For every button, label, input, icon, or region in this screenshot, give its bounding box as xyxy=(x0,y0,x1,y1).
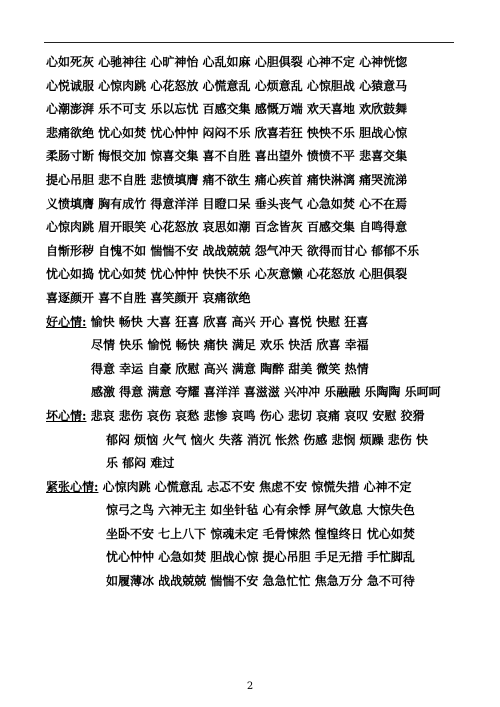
section-bad-mood xyxy=(46,405,460,429)
text-line: 心惊肉跳 眉开眼笑 心花怒放 哀思如潮 百念皆灰 百感交集 自鸣得意 xyxy=(46,220,408,235)
text-line: 悲痛欲绝 忧心如焚 忧心忡忡 闷闷不乐 欣喜若狂 怏怏不乐 胆战心惊 xyxy=(46,125,408,140)
section-nervous-mood xyxy=(46,476,460,500)
text-line: 如履薄冰 战战兢兢 惴惴不安 急急忙忙 焦急万分 急不可待 xyxy=(106,574,415,589)
text-line: 柔肠寸断 悔恨交加 惊喜交集 喜不自胜 喜出望外 愤愤不平 悲喜交集 xyxy=(46,149,408,164)
category-label: 紧张心情: xyxy=(46,479,99,494)
text-line: 心如死灰 心驰神往 心旷神怡 心乱如麻 心胆俱裂 心神不定 心神恍惚 xyxy=(46,55,408,69)
word-list: 愉快 畅快 大喜 狂喜 欣喜 高兴 开心 喜悦 快慰 狂喜 xyxy=(90,314,369,329)
text-line: 心悦诚服 心惊肉跳 心花怒放 心慌意乱 心烦意乱 心惊胆战 心猿意马 xyxy=(46,78,408,93)
text-line: 得意 幸运 自豪 欣慰 高兴 满意 陶醉 甜美 微笑 热情 xyxy=(91,361,369,376)
header-rule xyxy=(44,42,454,43)
page-number: 2 xyxy=(246,681,254,692)
section-good-mood xyxy=(46,311,460,335)
text-line: 尽情 快乐 愉悦 畅快 痛快 满足 欢乐 快活 欣喜 幸福 xyxy=(91,338,369,353)
text-line: 坐卧不安 七上八下 惊魂未定 毛骨悚然 惶惶终日 忧心如焚 xyxy=(106,526,415,541)
text-line: 郁闷 烦恼 火气 恼火 失落 消沉 怅然 伤感 悲悯 烦躁 悲伤 快 xyxy=(106,432,428,447)
word-list: 心惊肉跳 心慌意乱 忐忑不安 焦虑不安 惊慌失措 心神不定 xyxy=(102,479,412,494)
text-line: 心潮澎湃 乐不可支 乐以忘忧 百感交集 感慨万端 欢天喜地 欢欣鼓舞 xyxy=(46,102,408,117)
text-line: 义愤填膺 胸有成竹 得意洋洋 目瞪口呆 垂头丧气 心急如焚 心不在焉 xyxy=(46,196,408,211)
document-body xyxy=(46,51,460,594)
text-line: 喜逐颜开 喜不自胜 喜笑颜开 哀痛欲绝 xyxy=(46,290,251,305)
text-line: 乐 郁闷 难过 xyxy=(106,456,175,471)
text-line: 提心吊胆 悲不自胜 悲愤填膺 痛不欲生 痛心疾首 痛快淋漓 痛哭流涕 xyxy=(46,172,408,187)
text-line: 感激 得意 满意 夸耀 喜洋洋 喜滋滋 兴冲冲 乐融融 乐陶陶 乐呵呵 xyxy=(91,385,441,400)
category-label: 坏心情: xyxy=(46,408,87,423)
text-line: 忧心忡忡 心急如焚 胆战心惊 提心吊胆 手足无措 手忙脚乱 xyxy=(106,550,415,565)
text-line: 惊弓之鸟 六神无主 如坐针毡 心有余悸 屏气敛息 大惊失色 xyxy=(106,503,415,518)
category-label: 好心情: xyxy=(46,314,87,329)
text-line: 忧心如捣 忧心如焚 忧心忡忡 快快不乐 心灰意懒 心花怒放 心胆俱裂 xyxy=(46,267,408,282)
text-line: 自惭形秽 自愧不如 惴惴不安 战战兢兢 怨气冲天 欲得而甘心 郁郁不乐 xyxy=(46,243,420,258)
word-list: 悲哀 悲伤 哀伤 哀愁 悲惨 哀鸣 伤心 悲切 哀痛 哀叹 安慰 狡猾 xyxy=(90,408,425,423)
